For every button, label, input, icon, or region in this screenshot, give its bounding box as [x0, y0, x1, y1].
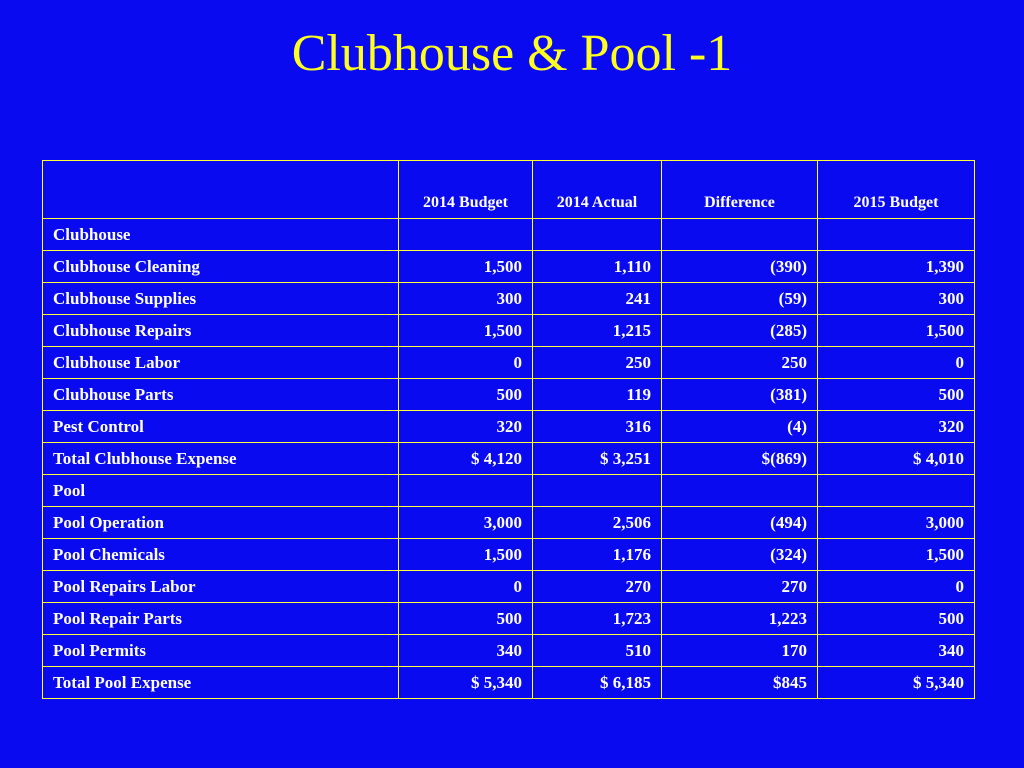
cell-difference [662, 219, 818, 251]
row-label: Clubhouse [43, 219, 399, 251]
cell-2014-budget: 500 [399, 603, 533, 635]
cell-2015-budget: $ 4,010 [818, 443, 975, 475]
cell-2014-budget [399, 475, 533, 507]
cell-difference: (381) [662, 379, 818, 411]
cell-2015-budget: 340 [818, 635, 975, 667]
column-header-2014-actual: 2014 Actual [533, 161, 662, 219]
cell-2014-actual: 1,723 [533, 603, 662, 635]
cell-2014-budget: $ 4,120 [399, 443, 533, 475]
cell-2014-budget: 0 [399, 571, 533, 603]
cell-2014-budget: 1,500 [399, 539, 533, 571]
slide-title: Clubhouse & Pool -1 [291, 25, 733, 82]
table-row [43, 507, 975, 539]
cell-difference: 1,223 [662, 603, 818, 635]
cell-2014-budget: 1,500 [399, 251, 533, 283]
cell-2014-actual: 241 [533, 283, 662, 315]
cell-2014-actual: 1,176 [533, 539, 662, 571]
row-label: Pool [43, 475, 399, 507]
table-row [43, 315, 975, 347]
table-row [43, 475, 975, 507]
cell-2015-budget: 320 [818, 411, 975, 443]
table-row [43, 347, 975, 379]
budget-table [42, 160, 975, 699]
table-row [43, 219, 975, 251]
row-label: Total Pool Expense [43, 667, 399, 699]
cell-2014-actual: $ 6,185 [533, 667, 662, 699]
cell-2015-budget: 1,390 [818, 251, 975, 283]
cell-2014-actual [533, 475, 662, 507]
header-row [43, 161, 975, 219]
row-label: Pool Repairs Labor [43, 571, 399, 603]
cell-difference: $(869) [662, 443, 818, 475]
column-header-2014-budget: 2014 Budget [399, 161, 533, 219]
row-label: Pool Operation [43, 507, 399, 539]
cell-difference: (324) [662, 539, 818, 571]
cell-2015-budget [818, 219, 975, 251]
cell-difference: (390) [662, 251, 818, 283]
column-header-label [43, 161, 399, 219]
cell-2014-actual: $ 3,251 [533, 443, 662, 475]
cell-2014-budget [399, 219, 533, 251]
cell-2014-actual [533, 219, 662, 251]
cell-2014-budget: 1,500 [399, 315, 533, 347]
table-row [43, 571, 975, 603]
cell-2015-budget: 500 [818, 379, 975, 411]
column-header-2015-budget: 2015 Budget [818, 161, 975, 219]
cell-2015-budget: 3,000 [818, 507, 975, 539]
cell-2014-budget: 340 [399, 635, 533, 667]
cell-2014-actual: 2,506 [533, 507, 662, 539]
table-row [43, 635, 975, 667]
cell-2015-budget: 0 [818, 571, 975, 603]
cell-2015-budget: 1,500 [818, 539, 975, 571]
cell-2014-budget: 300 [399, 283, 533, 315]
cell-2014-actual: 119 [533, 379, 662, 411]
cell-difference: $845 [662, 667, 818, 699]
cell-2014-actual: 250 [533, 347, 662, 379]
cell-2014-budget: 0 [399, 347, 533, 379]
cell-2014-budget: $ 5,340 [399, 667, 533, 699]
row-label: Clubhouse Labor [43, 347, 399, 379]
table-row [43, 251, 975, 283]
cell-difference: (494) [662, 507, 818, 539]
row-label: Clubhouse Repairs [43, 315, 399, 347]
row-label: Total Clubhouse Expense [43, 443, 399, 475]
cell-2015-budget: 300 [818, 283, 975, 315]
table-row [43, 667, 975, 699]
cell-2014-actual: 270 [533, 571, 662, 603]
table-row [43, 539, 975, 571]
row-label: Pool Chemicals [43, 539, 399, 571]
table-row [43, 411, 975, 443]
row-label: Clubhouse Cleaning [43, 251, 399, 283]
table-body [43, 219, 975, 699]
cell-difference: (4) [662, 411, 818, 443]
cell-2015-budget: 500 [818, 603, 975, 635]
cell-difference [662, 475, 818, 507]
table-row [43, 603, 975, 635]
cell-2014-actual: 1,110 [533, 251, 662, 283]
cell-2015-budget [818, 475, 975, 507]
cell-2015-budget: 1,500 [818, 315, 975, 347]
cell-2014-actual: 1,215 [533, 315, 662, 347]
row-label: Pest Control [43, 411, 399, 443]
row-label: Clubhouse Supplies [43, 283, 399, 315]
cell-2014-actual: 316 [533, 411, 662, 443]
cell-2015-budget: $ 5,340 [818, 667, 975, 699]
row-label: Pool Repair Parts [43, 603, 399, 635]
table-row [43, 379, 975, 411]
cell-2014-budget: 500 [399, 379, 533, 411]
row-label: Pool Permits [43, 635, 399, 667]
table-row [43, 283, 975, 315]
cell-2014-budget: 320 [399, 411, 533, 443]
cell-difference: 250 [662, 347, 818, 379]
cell-difference: (285) [662, 315, 818, 347]
cell-difference: (59) [662, 283, 818, 315]
cell-difference: 270 [662, 571, 818, 603]
column-header-difference: Difference [662, 161, 818, 219]
table-row [43, 443, 975, 475]
cell-2015-budget: 0 [818, 347, 975, 379]
row-label: Clubhouse Parts [43, 379, 399, 411]
cell-2014-actual: 510 [533, 635, 662, 667]
cell-difference: 170 [662, 635, 818, 667]
cell-2014-budget: 3,000 [399, 507, 533, 539]
